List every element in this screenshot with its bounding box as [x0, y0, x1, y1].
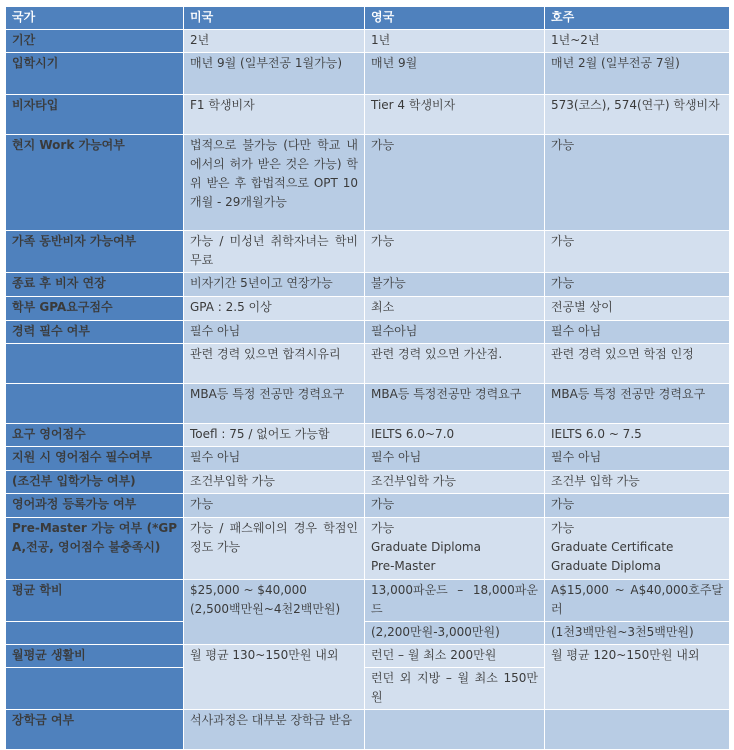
cell-uk: [365, 95, 545, 135]
table-row: [6, 344, 730, 384]
header-usa: 미국: [184, 7, 365, 30]
header-uk: 영국: [365, 7, 545, 30]
cell-usa: [184, 471, 365, 494]
cell-australia: [545, 518, 730, 580]
cell-australia: [545, 645, 730, 710]
table-row: [6, 297, 730, 321]
cell-australia: [545, 344, 730, 384]
cell-text: (2,500백만원~4천2백만원): [190, 602, 341, 616]
cell-uk: [365, 30, 545, 53]
row-label: 현지 Work 가능여부: [6, 135, 184, 231]
cell-usa: [184, 447, 365, 471]
cell-australia: [545, 424, 730, 447]
table-row: [6, 95, 730, 135]
cell-text: 월 평균 130~150만원 내외: [190, 648, 339, 662]
table-row: [6, 231, 730, 273]
cell-uk: [365, 135, 545, 231]
row-label: 경력 필수 여부: [6, 321, 184, 344]
table-row: [6, 471, 730, 494]
row-label-continued: [6, 384, 184, 424]
cell-text: 가능: [371, 497, 395, 511]
cell-text: IELTS 6.0 ~ 7.5: [551, 427, 642, 441]
cell-uk: [365, 471, 545, 494]
cell-australia: [545, 135, 730, 231]
table-row: [6, 447, 730, 471]
cell-text: 관련 경력 있으면 학점 인정: [551, 347, 694, 361]
cell-text: (2,200만원-3,000만원): [371, 625, 500, 639]
cell-text: (1천3백만원~3천5백만원): [551, 625, 694, 639]
cell-text: MBA등 특정 전공만 경력요구: [190, 387, 345, 401]
cell-australia: [545, 321, 730, 344]
cell-text: 가능: [551, 521, 575, 535]
cell-text: 월 평균 120~150만원 내외: [551, 648, 700, 662]
cell-text: Pre-Master: [371, 559, 436, 573]
cell-text: A$15,000 ~ A$40,000호주달러: [551, 583, 723, 616]
table-row: [6, 494, 730, 518]
cell-australia: [545, 95, 730, 135]
row-label-continued: [6, 622, 184, 645]
cell-text: 가능: [371, 138, 395, 152]
cell-text: Toefl : 75 / 없어도 가능함: [190, 427, 330, 441]
cell-text: 필수 아님: [190, 450, 241, 464]
cell-usa: [184, 645, 365, 710]
cell-usa: [184, 580, 365, 645]
cell-text: 1년: [371, 33, 391, 47]
cell-text: 전공별 상이: [551, 300, 613, 314]
cell-text: 조건부입학 가능: [190, 474, 275, 488]
cell-usa: [184, 297, 365, 321]
cell-australia: [545, 471, 730, 494]
cell-text: 필수아님: [371, 324, 418, 338]
row-label: 학부 GPA요구점수: [6, 297, 184, 321]
cell-text: 조건부 입학 가능: [551, 474, 640, 488]
cell-usa: [184, 321, 365, 344]
cell-australia: [545, 231, 730, 273]
cell-australia: [545, 580, 730, 622]
cell-australia: [545, 273, 730, 297]
cell-text: 573(코스), 574(연구) 학생비자: [551, 98, 720, 112]
row-label: 평균 학비: [6, 580, 184, 622]
cell-text: MBA등 특정 전공만 경력요구: [551, 387, 706, 401]
cell-text: 가능: [551, 276, 575, 290]
cell-uk: [365, 710, 545, 750]
cell-text: 석사과정은 대부분 장학금 받음: [190, 713, 353, 727]
cell-text: 필수 아님: [551, 450, 602, 464]
cell-text: 13,000파운드 – 18,000파운드: [371, 583, 538, 616]
cell-text: 조건부입학 가능: [371, 474, 456, 488]
cell-text: 가능 / 패스웨이의 경우 학점인정도 가능: [190, 521, 358, 554]
cell-uk: [365, 231, 545, 273]
study-abroad-comparison-table: [5, 6, 730, 750]
cell-uk: [365, 622, 545, 645]
table-row: [6, 135, 730, 231]
cell-text: 가능: [371, 234, 395, 248]
cell-text: 관련 경력 있으면 가산점.: [371, 347, 503, 361]
cell-usa: [184, 273, 365, 297]
cell-text: Graduate Diploma: [371, 540, 481, 554]
cell-australia: [545, 384, 730, 424]
cell-uk: [365, 580, 545, 622]
cell-usa: [184, 135, 365, 231]
table-row: [6, 518, 730, 580]
cell-uk: [365, 668, 545, 710]
table-row: [6, 580, 730, 622]
cell-usa: [184, 710, 365, 750]
cell-text: F1 학생비자: [190, 98, 255, 112]
cell-usa: [184, 53, 365, 95]
row-label: 가족 동반비자 가능여부: [6, 231, 184, 273]
cell-text: IELTS 6.0~7.0: [371, 427, 455, 441]
cell-uk: [365, 321, 545, 344]
table-row: [6, 321, 730, 344]
cell-australia: [545, 447, 730, 471]
cell-text: Graduate Diploma: [551, 559, 661, 573]
cell-uk: [365, 273, 545, 297]
cell-text: 1년~2년: [551, 33, 600, 47]
row-label: 기간: [6, 30, 184, 53]
cell-text: 비자기간 5년이고 연장가능: [190, 276, 333, 290]
cell-australia: [545, 30, 730, 53]
cell-text: 매년 2월 (일부전공 7월): [551, 56, 680, 70]
cell-usa: [184, 518, 365, 580]
cell-text: $25,000 ~ $40,000: [190, 583, 307, 597]
cell-text: 매년 9월 (일부전공 1월가능): [190, 56, 342, 70]
cell-australia: [545, 494, 730, 518]
cell-australia: [545, 622, 730, 645]
row-label-continued: [6, 344, 184, 384]
cell-text: 런던 – 월 최소 200만원: [371, 648, 497, 662]
table-row: [6, 53, 730, 95]
row-label: 요구 영어점수: [6, 424, 184, 447]
cell-text: 필수 아님: [190, 324, 241, 338]
cell-text: 매년 9월: [371, 56, 418, 70]
cell-text: 최소: [371, 300, 395, 314]
cell-usa: [184, 30, 365, 53]
cell-text: 런던 외 지방 – 월 최소 150만원: [371, 671, 538, 704]
row-label: 지원 시 영어점수 필수여부: [6, 447, 184, 471]
cell-usa: [184, 384, 365, 424]
row-label: 월평균 생활비: [6, 645, 184, 668]
cell-uk: [365, 494, 545, 518]
cell-text: 필수 아님: [551, 324, 602, 338]
cell-usa: [184, 344, 365, 384]
cell-text: Graduate Certificate: [551, 540, 674, 554]
cell-text: 2년: [190, 33, 210, 47]
table-row: [6, 424, 730, 447]
table-row: [6, 30, 730, 53]
cell-text: Tier 4 학생비자: [371, 98, 456, 112]
cell-text: 가능 / 미성년 취학자녀는 학비무료: [190, 234, 358, 267]
cell-usa: [184, 494, 365, 518]
row-label: Pre-Master 가능 여부 (*GPA,전공, 영어점수 불충족시): [6, 518, 184, 580]
cell-uk: [365, 384, 545, 424]
cell-text: 가능: [371, 521, 395, 535]
row-label: 영어과정 등록가능 여부: [6, 494, 184, 518]
table-row: [6, 622, 730, 645]
cell-uk: [365, 344, 545, 384]
table-header-row: [6, 7, 730, 30]
cell-text: 관련 경력 있으면 합격시유리: [190, 347, 341, 361]
cell-usa: [184, 424, 365, 447]
row-label-continued: [6, 668, 184, 710]
row-label: 입학시기: [6, 53, 184, 95]
row-label: 장학금 여부: [6, 710, 184, 750]
cell-australia: [545, 297, 730, 321]
cell-text: 필수 아님: [371, 450, 422, 464]
cell-text: 가능: [551, 497, 575, 511]
cell-uk: [365, 447, 545, 471]
table-row: [6, 645, 730, 668]
cell-text: MBA등 특정전공만 경력요구: [371, 387, 522, 401]
cell-uk: [365, 645, 545, 668]
cell-uk: [365, 518, 545, 580]
table-row: [6, 273, 730, 297]
cell-uk: [365, 424, 545, 447]
row-label: 비자타입: [6, 95, 184, 135]
table-row: [6, 384, 730, 424]
cell-text: 불가능: [371, 276, 406, 290]
cell-text: 법적으로 불가능 (다만 학교 내에서의 허가 받은 것은 가능) 학위 받은 후 합법적으로 OPT 10개월 - 29개월가능: [190, 138, 358, 209]
cell-text: 가능: [190, 497, 214, 511]
cell-uk: [365, 53, 545, 95]
header-australia: 호주: [545, 7, 730, 30]
cell-text: 가능: [551, 138, 575, 152]
header-country: 국가: [6, 7, 184, 30]
cell-text: GPA : 2.5 이상: [190, 300, 272, 314]
cell-usa: [184, 95, 365, 135]
table-row: [6, 710, 730, 750]
row-label: (조건부 입학가능 여부): [6, 471, 184, 494]
cell-uk: [365, 297, 545, 321]
cell-usa: [184, 231, 365, 273]
cell-text: 가능: [551, 234, 575, 248]
row-label: 종료 후 비자 연장: [6, 273, 184, 297]
cell-australia: [545, 53, 730, 95]
cell-australia: [545, 710, 730, 750]
